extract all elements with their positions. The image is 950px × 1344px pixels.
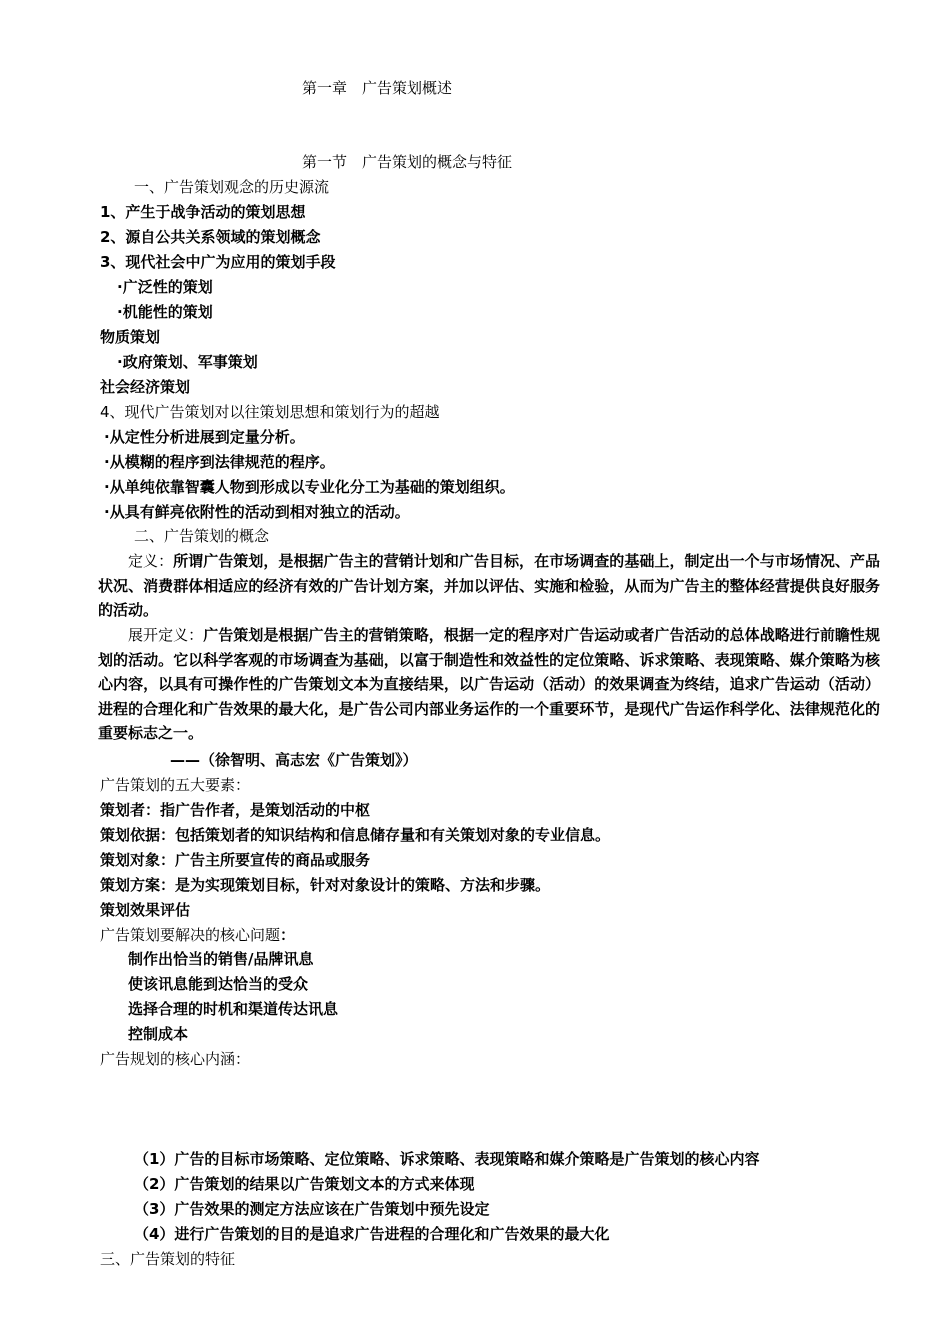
definition-text: 所谓广告策划，是根据广告主的营销计划和广告目标，在市场调查的基础上，制定出一个与市场情况、产品状况、消费群体相适应的经济有效的广告计划方案，并加以评估、实施和检验，从而为广告主的整体经营提供良好服务的活动。 (98, 552, 880, 620)
list-item: 2、源自公共关系领域的策划概念 (100, 228, 321, 246)
item4-heading: 4、现代广告策划对以往策划思想和策划行为的超越 (100, 403, 440, 421)
core-content-heading: 广告规划的核心内涵： (100, 1050, 251, 1068)
list-item: ·从模糊的程序到法律规范的程序。 (104, 453, 335, 471)
section-title: 第一节 广告策划的概念与特征 (302, 153, 513, 171)
list-item: （3）广告效果的测定方法应该在广告策划中预先设定 (134, 1200, 490, 1218)
list-item: ·广泛性的策划 (117, 278, 213, 296)
expanded-label: 展开定义： (128, 626, 204, 644)
part1-heading: 一、广告策划观念的历史源流 (134, 178, 330, 196)
expanded-text: 广告策划是根据广告主的营销策略，根据一定的程序对广告运动或者广告活动的总体战略进行前瞻性规划的活动。它以科学客观的市场调查为基础，以富于制造性和效益性的定位策略、诉求策略、表现策略、媒介策略为核心内容，以具有可操作性的广告策划文本为直接结果，以广告运动（活动）的效果调查为终结，追求广告运动（活动）进程的合理化和广告效果的最大化，是广告公司内部业务运作的一个重要环节，是现代广告运作科学化、法律规范化的重要标志之一。 (98, 626, 880, 743)
list-item: 1、产生于战争活动的策划思想 (100, 203, 306, 221)
list-item: （4）进行广告策划的目的是追求广告进程的合理化和广告效果的最大化 (134, 1225, 610, 1243)
list-item: ·从单纯依靠智囊人物到形成以专业化分工为基础的策划组织。 (104, 478, 515, 496)
list-item: ·政府策划、军事策划 (117, 353, 258, 371)
list-item: 控制成本 (128, 1025, 189, 1043)
definition-label: 定义： (128, 552, 174, 570)
list-item: 制作出恰当的销售/品牌讯息 (128, 950, 314, 968)
list-item: 策划效果评估 (100, 901, 191, 919)
part2-heading: 二、广告策划的概念 (134, 527, 270, 545)
definition-paragraph (98, 549, 880, 623)
core-issues-colon: ： (280, 926, 296, 944)
list-item: 物质策划 (100, 328, 161, 346)
list-item: 使该讯息能到达恰当的受众 (128, 975, 309, 993)
citation: ——（徐智明、高志宏《广告策划》） (170, 751, 418, 769)
core-issues-heading (100, 925, 295, 945)
chapter-title: 第一章 广告策划概述 (302, 79, 453, 97)
list-item: （2）广告策划的结果以广告策划文本的方式来体现 (134, 1175, 475, 1193)
part3-heading: 三、广告策划的特征 (100, 1250, 236, 1268)
list-item: 策划者：指广告作者，是策划活动的中枢 (100, 801, 371, 819)
list-item: ·从具有鲜亮依附性的活动到相对独立的活动。 (104, 503, 410, 521)
list-item: 策划对象：广告主所要宣传的商品或服务 (100, 851, 371, 869)
elements-heading: 广告策划的五大要素： (100, 776, 251, 794)
list-item: ·机能性的策划 (117, 303, 213, 321)
list-item: ·从定性分析进展到定量分析。 (104, 428, 305, 446)
core-issues-heading-text: 广告策划要解决的核心问题 (100, 926, 281, 944)
list-item: 选择合理的时机和渠道传达讯息 (128, 1000, 339, 1018)
expanded-definition-paragraph (98, 623, 880, 746)
list-item: 策划依据：包括策划者的知识结构和信息储存量和有关策划对象的专业信息。 (100, 826, 611, 844)
list-item: 3、现代社会中广为应用的策划手段 (100, 253, 336, 271)
list-item: 策划方案：是为实现策划目标，针对对象设计的策略、方法和步骤。 (100, 876, 551, 894)
list-item: （1）广告的目标市场策略、定位策略、诉求策略、表现策略和媒介策略是广告策划的核心内容 (134, 1150, 760, 1168)
list-item: 社会经济策划 (100, 378, 191, 396)
